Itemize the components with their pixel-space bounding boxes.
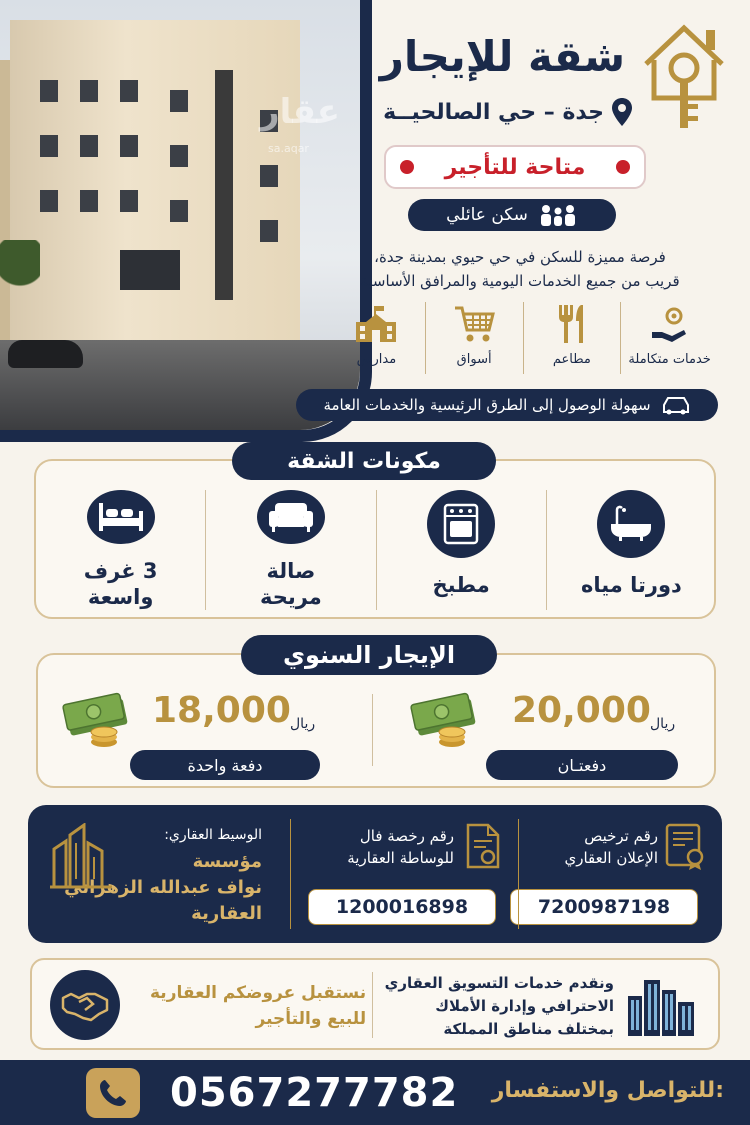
- location-pin-icon: [612, 98, 632, 126]
- component-label: دورتا مياه: [580, 573, 682, 597]
- fal-license-label-line: للوساطة العقارية: [347, 849, 454, 867]
- agent-name-line: مؤسسة: [192, 851, 262, 872]
- restaurant-icon: [555, 303, 589, 345]
- bathtub-icon: [609, 504, 653, 544]
- location-text: جدة – حي الصالحيــة: [383, 99, 604, 125]
- rent-title: الإيجار السنوي: [241, 635, 497, 675]
- marketing-divider: [372, 972, 373, 1038]
- agent-name-line: نواف عبدالله الزهراني: [64, 877, 262, 898]
- marketing-text-line: بمختلف مناطق المملكة: [443, 1020, 614, 1038]
- contact-label: للتواصل والاستفسار:: [491, 1078, 724, 1103]
- currency-label: ريال: [650, 716, 676, 732]
- component-item: [376, 490, 546, 610]
- document-seal-icon: [464, 823, 504, 871]
- watermark: عقار: [260, 92, 341, 132]
- building-photo: [0, 0, 360, 430]
- cash-stack-icon: [62, 682, 134, 754]
- school-icon: [354, 304, 398, 344]
- service-item: [523, 302, 621, 374]
- sofa-icon: [267, 501, 315, 533]
- fal-license-number: 1200016898: [308, 889, 496, 925]
- rent-divider: [372, 694, 373, 766]
- cash-stack-icon: [410, 682, 482, 754]
- ad-license-label-line: الإعلان العقاري: [564, 849, 658, 867]
- components-grid: [36, 490, 716, 610]
- component-label-line: مريحة: [259, 585, 322, 609]
- description-line: فرصة مميزة للسكن في حي حيوي بمدينة جدة،: [374, 248, 666, 266]
- house-key-logo-icon: [640, 18, 728, 136]
- handshake-icon: [61, 988, 109, 1022]
- availability-text: متاحة للتأجير: [444, 154, 586, 180]
- status-dot-icon: [616, 160, 630, 174]
- page-title: شقة للإيجار: [379, 32, 625, 81]
- component-item: [546, 490, 716, 610]
- access-badge: [296, 389, 718, 421]
- offer-text-line: نستقبل عروضكم العقارية: [150, 983, 367, 1003]
- ad-license-label: [564, 825, 658, 869]
- status-dot-icon: [400, 160, 414, 174]
- services-row: [328, 302, 718, 374]
- payment-plan-badge: دفعة واحدة: [130, 750, 320, 780]
- marketing-panel: [30, 958, 720, 1050]
- family-icon: [538, 204, 578, 226]
- license-divider: [290, 819, 291, 929]
- component-label-line: 3 غرف: [83, 559, 158, 583]
- car-icon: [661, 395, 691, 415]
- service-item: [328, 302, 425, 374]
- marketing-text: [385, 972, 614, 1041]
- service-item: [425, 302, 523, 374]
- payment-plan-badge: دفعتـان: [486, 750, 678, 780]
- service-label: خدمات متكاملة: [628, 352, 711, 367]
- description: [340, 245, 700, 293]
- offer-text-line: للبيع والتأجير: [255, 1009, 367, 1029]
- phone-number[interactable]: 0567277782: [170, 1070, 459, 1116]
- rent-price: 18,000: [152, 690, 291, 731]
- certificate-icon: [665, 823, 707, 871]
- component-item: [205, 490, 375, 610]
- shopping-cart-icon: [453, 304, 495, 344]
- service-label: مطاعم: [552, 352, 591, 367]
- integrated-services-icon: [650, 304, 690, 344]
- component-label: [84, 558, 158, 610]
- ad-license-number: 7200987198: [510, 889, 698, 925]
- license-divider: [518, 819, 519, 929]
- agent-name-line: العقارية: [191, 903, 262, 924]
- agent-label: الوسيط العقاري:: [164, 827, 262, 843]
- contact-footer: [0, 1060, 750, 1125]
- component-item: [36, 490, 205, 610]
- buildings-logo-icon: [50, 823, 114, 889]
- call-button[interactable]: [86, 1068, 140, 1118]
- service-label: أسواق: [456, 352, 492, 367]
- ad-license-label-line: رقم ترخيص: [584, 827, 658, 845]
- family-badge: [408, 199, 616, 231]
- offer-text: [150, 980, 366, 1032]
- availability-badge: [384, 145, 646, 189]
- service-label: مدارس: [356, 352, 397, 367]
- city-skyline-icon: [624, 972, 700, 1038]
- marketing-text-line: ونقدم خدمات التسويق العقاري: [384, 974, 614, 992]
- description-line: قريب من جميع الخدمات اليومية والمرافق الأساسية: [360, 272, 680, 290]
- component-label: مطبخ: [432, 573, 490, 597]
- stove-icon: [442, 503, 480, 545]
- components-title: مكونات الشقة: [232, 442, 496, 480]
- currency-label: ريال: [290, 716, 316, 732]
- family-text: سكن عائلي: [446, 205, 528, 225]
- watermark-sub: sa.aqar: [268, 142, 309, 155]
- rent-price: 20,000: [512, 690, 651, 731]
- bed-icon: [97, 501, 145, 533]
- access-text: سهولة الوصول إلى الطرق الرئيسية والخدمات العامة: [323, 396, 651, 414]
- component-label-line: صالة: [266, 559, 316, 583]
- location: [383, 98, 632, 126]
- fal-license-label: [347, 825, 454, 869]
- component-label-line: واسعة: [87, 585, 154, 609]
- component-label: [260, 558, 322, 610]
- phone-icon: [98, 1078, 128, 1108]
- license-panel: [28, 805, 722, 943]
- marketing-text-line: الاحترافي وإدارة الأملاك: [435, 997, 614, 1015]
- service-item: [620, 302, 718, 374]
- fal-license-label-line: رقم رخصة فال: [359, 827, 454, 845]
- handshake-badge: [50, 970, 120, 1040]
